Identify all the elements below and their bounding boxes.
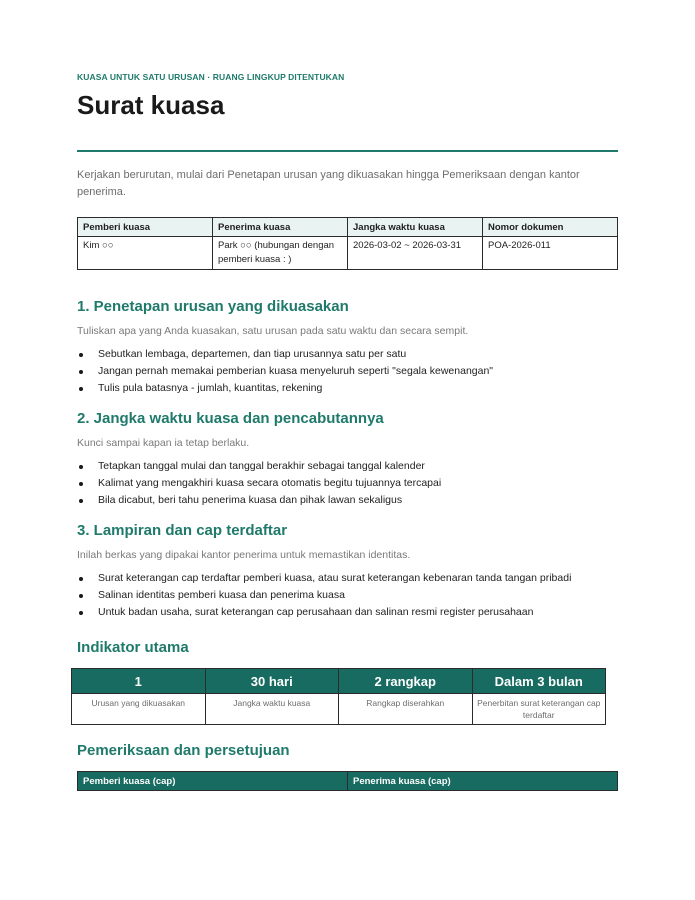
section-heading: 2. Jangka waktu kuasa dan pencabutannya bbox=[77, 410, 384, 427]
meta-value-cell: Park ○○ (hubungan dengan pemberi kuasa : ) bbox=[213, 237, 348, 270]
list-item: Salinan identitas pemberi kuasa dan penerima kuasa bbox=[77, 587, 571, 604]
indicator-label: Rangkap diserahkan bbox=[339, 694, 473, 725]
list-item: Tulis pula batasnya - jumlah, kuantitas, rekening bbox=[77, 380, 493, 397]
approval-column-grantor: Pemberi kuasa (cap) bbox=[78, 772, 348, 791]
indicator-label: Jangka waktu kuasa bbox=[205, 694, 339, 725]
approval-table bbox=[77, 771, 618, 791]
meta-value-cell: Kim ○○ bbox=[78, 237, 213, 270]
indicator-value-row bbox=[72, 669, 606, 694]
approval-heading: Pemeriksaan dan persetujuan bbox=[77, 742, 290, 759]
meta-header-row bbox=[78, 218, 618, 237]
meta-header-cell: Nomor dokumen bbox=[483, 218, 618, 237]
section-heading: 1. Penetapan urusan yang dikuasakan bbox=[77, 298, 349, 315]
title-divider bbox=[77, 150, 618, 152]
section-subtitle: Inilah berkas yang dipakai kantor penerima untuk memastikan identitas. bbox=[77, 549, 411, 561]
section-heading: 3. Lampiran dan cap terdaftar bbox=[77, 522, 288, 539]
indicators-table bbox=[71, 668, 606, 725]
approval-column-grantee: Penerima kuasa (cap) bbox=[348, 772, 618, 791]
section-bullet-list bbox=[77, 570, 571, 621]
indicator-value: 30 hari bbox=[205, 669, 339, 694]
doc-eyebrow: KUASA UNTUK SATU URUSAN · RUANG LINGKUP DITENTUKAN bbox=[77, 72, 345, 82]
indicators-heading: Indikator utama bbox=[77, 639, 189, 656]
doc-intro: Kerjakan berurutan, mulai dari Penetapan urusan yang dikuasakan hingga Pemeriksaan dengan kantor penerima. bbox=[77, 169, 580, 198]
indicator-value: Dalam 3 bulan bbox=[472, 669, 606, 694]
doc-title: Surat kuasa bbox=[77, 90, 225, 120]
meta-table bbox=[77, 217, 618, 270]
meta-value-cell: 2026-03-02 ~ 2026-03-31 bbox=[348, 237, 483, 270]
meta-header-cell: Pemberi kuasa bbox=[78, 218, 213, 237]
indicator-label: Penerbitan surat keterangan cap terdaftar bbox=[472, 694, 606, 725]
meta-header-cell: Jangka waktu kuasa bbox=[348, 218, 483, 237]
list-item: Surat keterangan cap terdaftar pemberi kuasa, atau surat keterangan kebenaran tanda tangan pribadi bbox=[77, 570, 571, 587]
list-item: Kalimat yang mengakhiri kuasa secara otomatis begitu tujuannya tercapai bbox=[77, 475, 441, 492]
list-item: Untuk badan usaha, surat keterangan cap perusahaan dan salinan resmi register perusahaan bbox=[77, 604, 571, 621]
indicator-label-row bbox=[72, 694, 606, 725]
list-item: Tetapkan tanggal mulai dan tanggal berakhir sebagai tanggal kalender bbox=[77, 458, 441, 475]
section-bullet-list bbox=[77, 346, 493, 397]
indicator-label: Urusan yang dikuasakan bbox=[72, 694, 206, 725]
indicator-value: 1 bbox=[72, 669, 206, 694]
section-subtitle: Tuliskan apa yang Anda kuasakan, satu urusan pada satu waktu dan secara sempit. bbox=[77, 325, 469, 337]
meta-header-cell: Penerima kuasa bbox=[213, 218, 348, 237]
list-item: Bila dicabut, beri tahu penerima kuasa dan pihak lawan sekaligus bbox=[77, 492, 441, 509]
approval-header-row bbox=[78, 772, 618, 791]
meta-value-row bbox=[78, 237, 618, 270]
indicator-value: 2 rangkap bbox=[339, 669, 473, 694]
section-subtitle: Kunci sampai kapan ia tetap berlaku. bbox=[77, 437, 250, 449]
meta-value-cell: POA-2026-011 bbox=[483, 237, 618, 270]
section-bullet-list bbox=[77, 458, 441, 509]
list-item: Jangan pernah memakai pemberian kuasa menyeluruh seperti "segala kewenangan" bbox=[77, 363, 493, 380]
list-item: Sebutkan lembaga, departemen, dan tiap urusannya satu per satu bbox=[77, 346, 493, 363]
